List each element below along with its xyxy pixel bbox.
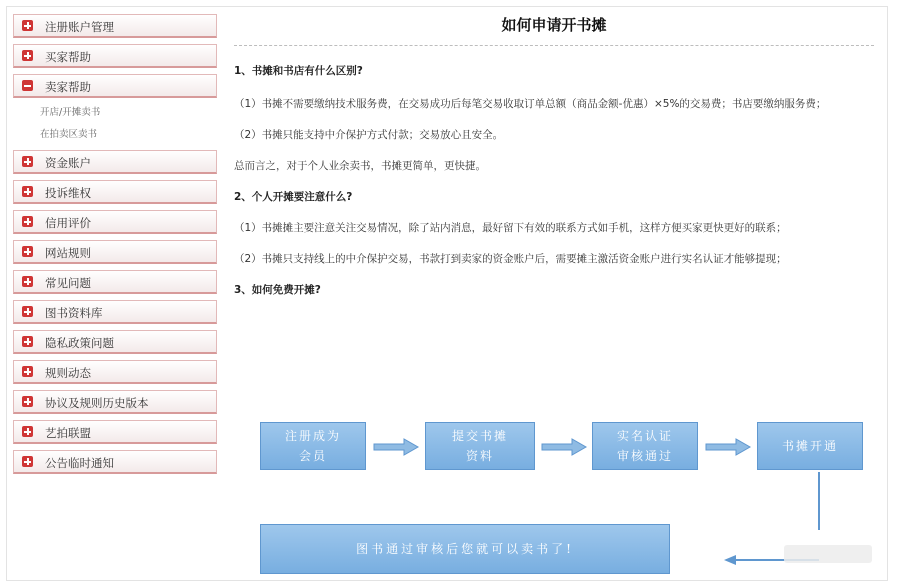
flow-step-text: 实名认证 — [616, 429, 673, 443]
divider — [234, 45, 874, 46]
expand-plus-icon — [22, 50, 33, 61]
watermark — [784, 545, 872, 563]
flow-step-text: 注册成为 — [284, 429, 341, 443]
sidebar-item-history[interactable] — [13, 390, 217, 414]
arrow-right-icon — [540, 438, 588, 456]
answer-1-point-2: （2）书摊只能支持中介保护方式付款；交易放心且安全。 — [234, 129, 504, 141]
flow-step-text: 图书通过审核后您就可以卖书了! — [356, 542, 574, 556]
sidebar-item-label: 常见问题 — [45, 276, 91, 290]
submenu-open-stall[interactable]: 开店/开摊卖书 — [40, 107, 101, 118]
question-3: 3、如何免费开摊? — [234, 284, 321, 296]
flow-step-open — [757, 422, 863, 470]
expand-plus-icon — [22, 396, 33, 407]
expand-plus-icon — [22, 20, 33, 31]
answer-1-summary: 总而言之，对于个人业余卖书，书摊更简单，更快捷。 — [234, 160, 486, 172]
sidebar-item-label: 艺拍联盟 — [45, 426, 91, 440]
flow-step-register — [260, 422, 366, 470]
sidebar-item-label: 投诉维权 — [45, 186, 91, 200]
answer-1-point-1: （1）书摊不需要缴纳技术服务费，在交易成功后每笔交易收取订单总额（商品金额-优惠）×5%的交易费；书店要缴纳服务费； — [234, 98, 827, 110]
arrow-right-icon — [704, 438, 752, 456]
expand-plus-icon — [22, 246, 33, 257]
question-1: 1、书摊和书店有什么区别? — [234, 65, 363, 77]
sidebar-item-label: 注册账户管理 — [45, 20, 114, 34]
expand-plus-icon — [22, 306, 33, 317]
sidebar-item-label: 网站规则 — [45, 246, 91, 260]
sidebar-item-buyer-help[interactable] — [13, 44, 217, 68]
sidebar-item-notices[interactable] — [13, 450, 217, 474]
flow-step-submit — [425, 422, 535, 470]
sidebar-item-rules[interactable] — [13, 240, 217, 264]
sidebar-item-label: 隐私政策问题 — [45, 336, 114, 350]
sidebar-item-library[interactable] — [13, 300, 217, 324]
sidebar-item-credit[interactable] — [13, 210, 217, 234]
question-2: 2、个人开摊要注意什么? — [234, 191, 353, 203]
expand-plus-icon — [22, 276, 33, 287]
seller-submenu — [13, 102, 217, 146]
sidebar-item-rule-updates[interactable] — [13, 360, 217, 384]
sidebar-item-account[interactable] — [13, 14, 217, 38]
flow-step-text: 提交书摊 — [451, 429, 508, 443]
sidebar-item-faq[interactable] — [13, 270, 217, 294]
arrow-right-icon — [372, 438, 420, 456]
submenu-auction-sell[interactable]: 在拍卖区卖书 — [40, 129, 98, 140]
sidebar-item-seller-help[interactable] — [13, 74, 217, 98]
expand-plus-icon — [22, 186, 33, 197]
flow-step-text: 书摊开通 — [781, 439, 838, 453]
sidebar-item-label: 卖家帮助 — [45, 80, 91, 94]
sidebar-item-label: 资金账户 — [45, 156, 91, 170]
flow-step-text: 会员 — [298, 449, 327, 463]
sidebar-item-label: 公告临时通知 — [45, 456, 114, 470]
expand-plus-icon — [22, 456, 33, 467]
answer-2-point-1: （1）书摊摊主要注意关注交易情况，除了站内消息，最好留下有效的联系方式如手机，这样方便买家更快更好的联系； — [234, 222, 787, 234]
sidebar-item-funds[interactable] — [13, 150, 217, 174]
expand-plus-icon — [22, 426, 33, 437]
sidebar-item-complaints[interactable] — [13, 180, 217, 204]
help-sidebar — [13, 14, 217, 480]
page-title: 如何申请开书摊 — [501, 16, 607, 34]
expand-plus-icon — [22, 156, 33, 167]
answer-2-point-2: （2）书摊只支持线上的中介保护交易，书款打到卖家的资金账户后，需要摊主激活资金账户进行实名认证才能够提现； — [234, 253, 787, 265]
sidebar-item-label: 协议及规则历史版本 — [45, 396, 149, 410]
sidebar-item-label: 买家帮助 — [45, 50, 91, 64]
sidebar-item-privacy[interactable] — [13, 330, 217, 354]
flow-final-step — [260, 524, 670, 574]
flow-step-verify — [592, 422, 698, 470]
expand-plus-icon — [22, 336, 33, 347]
expand-plus-icon — [22, 216, 33, 227]
expand-plus-icon — [22, 366, 33, 377]
sidebar-item-label: 图书资料库 — [45, 306, 103, 320]
sidebar-item-label: 信用评价 — [45, 216, 91, 230]
flow-step-text: 资料 — [465, 449, 494, 463]
sidebar-item-label: 规则动态 — [45, 366, 91, 380]
flow-step-text: 审核通过 — [616, 449, 673, 463]
collapse-minus-icon — [22, 80, 33, 91]
article — [234, 14, 874, 301]
sidebar-item-alliance[interactable] — [13, 420, 217, 444]
